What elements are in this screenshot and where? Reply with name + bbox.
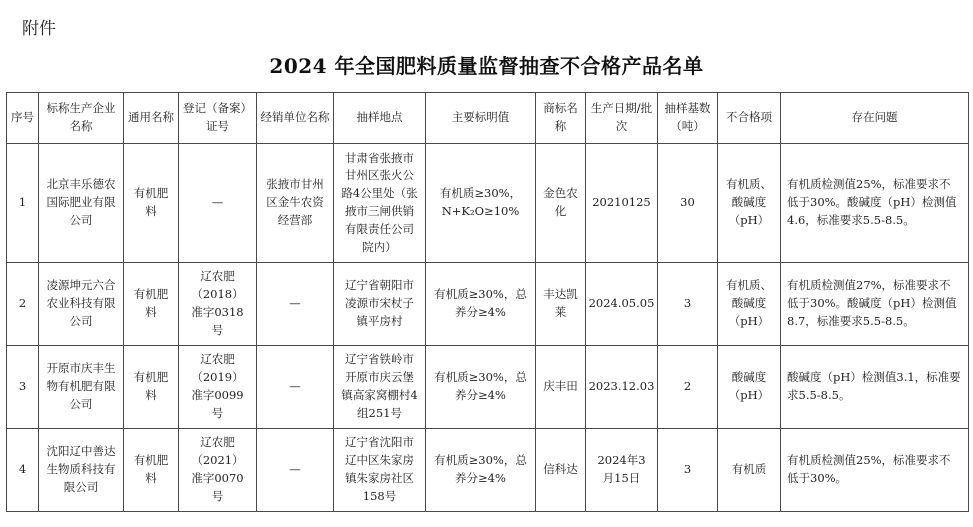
header-cell: 不合格项 <box>718 93 781 144</box>
cell-reg-no: 辽农肥（2018）准字0318号 <box>179 263 257 346</box>
cell-batch: 2024.05.05 <box>586 263 658 346</box>
cell-declared-values: 有机质≥30%，总养分≥4% <box>426 346 536 429</box>
cell-base-tons: 30 <box>658 144 718 263</box>
cell-sampling-place: 辽宁省铁岭市开原市庆云堡镇高家窝棚村4组251号 <box>334 346 426 429</box>
cell-no: 2 <box>7 263 39 346</box>
cell-trademark: 金色农化 <box>536 144 586 263</box>
cell-producer: 北京丰乐德农国际肥业有限公司 <box>39 144 124 263</box>
attachment-label: 附件 <box>22 19 56 39</box>
cell-reg-no: 辽农肥（2021）准字0070号 <box>179 429 257 512</box>
cell-sampling-place: 甘肃省张掖市甘州区张火公路4公里处（张掖市三闸供销有限责任公司院内） <box>334 144 426 263</box>
nonconforming-products-table <box>6 92 969 512</box>
cell-no: 4 <box>7 429 39 512</box>
cell-batch: 2024年3月15日 <box>586 429 658 512</box>
cell-no: 1 <box>7 144 39 263</box>
header-cell: 生产日期/批次 <box>586 93 658 144</box>
cell-trademark: 丰达凯莱 <box>536 263 586 346</box>
header-cell: 登记（备案）证号 <box>179 93 257 144</box>
cell-trademark: 信科达 <box>536 429 586 512</box>
header-cell: 商标名称 <box>536 93 586 144</box>
cell-distributor: — <box>257 429 334 512</box>
cell-producer: 开原市庆丰生物有机肥有限公司 <box>39 346 124 429</box>
cell-issues: 有机质检测值25%，标准要求不低于30%。酸碱度（pH）检测值4.6，标准要求5.5-8.5。 <box>781 144 969 263</box>
header-cell: 通用名称 <box>124 93 179 144</box>
cell-distributor: 张掖市甘州区金牛农资经营部 <box>257 144 334 263</box>
cell-producer: 凌源坤元六合农业科技有限公司 <box>39 263 124 346</box>
cell-base-tons: 2 <box>658 346 718 429</box>
cell-no: 3 <box>7 346 39 429</box>
header-cell: 主要标明值 <box>426 93 536 144</box>
cell-declared-values: 有机质≥30%，总养分≥4% <box>426 263 536 346</box>
header-cell: 经销单位名称 <box>257 93 334 144</box>
header-cell: 抽样地点 <box>334 93 426 144</box>
cell-declared-values: 有机质≥30%，总养分≥4% <box>426 429 536 512</box>
cell-batch: 20210125 <box>586 144 658 263</box>
cell-distributor: — <box>257 346 334 429</box>
cell-base-tons: 3 <box>658 429 718 512</box>
cell-sampling-place: 辽宁省沈阳市辽中区朱家房镇朱家房社区158号 <box>334 429 426 512</box>
table-row <box>7 263 969 346</box>
cell-reg-no: 辽农肥（2019）准字0099号 <box>179 346 257 429</box>
cell-base-tons: 3 <box>658 263 718 346</box>
cell-failed-items: 有机质、酸碱度（pH） <box>718 144 781 263</box>
cell-failed-items: 有机质 <box>718 429 781 512</box>
document-title: 2024 年全国肥料质量监督抽查不合格产品名单 <box>269 54 704 78</box>
cell-generic-name: 有机肥料 <box>124 144 179 263</box>
cell-generic-name: 有机肥料 <box>124 263 179 346</box>
cell-issues: 酸碱度（pH）检测值3.1，标准要求5.5-8.5。 <box>781 346 969 429</box>
cell-failed-items: 有机质、酸碱度（pH） <box>718 263 781 346</box>
cell-trademark: 庆丰田 <box>536 346 586 429</box>
cell-issues: 有机质检测值27%，标准要求不低于30%。酸碱度（pH）检测值8.7，标准要求5.5-8.5。 <box>781 263 969 346</box>
cell-sampling-place: 辽宁省朝阳市凌源市宋杖子镇平房村 <box>334 263 426 346</box>
cell-batch: 2023.12.03 <box>586 346 658 429</box>
header-cell: 抽样基数（吨） <box>658 93 718 144</box>
cell-distributor: — <box>257 263 334 346</box>
cell-producer: 沈阳辽中善达生物质科技有限公司 <box>39 429 124 512</box>
header-cell: 存在问题 <box>781 93 969 144</box>
table-row <box>7 346 969 429</box>
cell-declared-values: 有机质≥30%，N+K₂O≥10% <box>426 144 536 263</box>
cell-failed-items: 酸碱度（pH） <box>718 346 781 429</box>
table-row <box>7 429 969 512</box>
cell-issues: 有机质检测值25%，标准要求不低于30%。 <box>781 429 969 512</box>
cell-generic-name: 有机肥料 <box>124 346 179 429</box>
header-cell: 序号 <box>7 93 39 144</box>
cell-generic-name: 有机肥料 <box>124 429 179 512</box>
table-row <box>7 144 969 263</box>
table-header-row <box>7 93 969 144</box>
header-cell: 标称生产企业名称 <box>39 93 124 144</box>
cell-reg-no: — <box>179 144 257 263</box>
